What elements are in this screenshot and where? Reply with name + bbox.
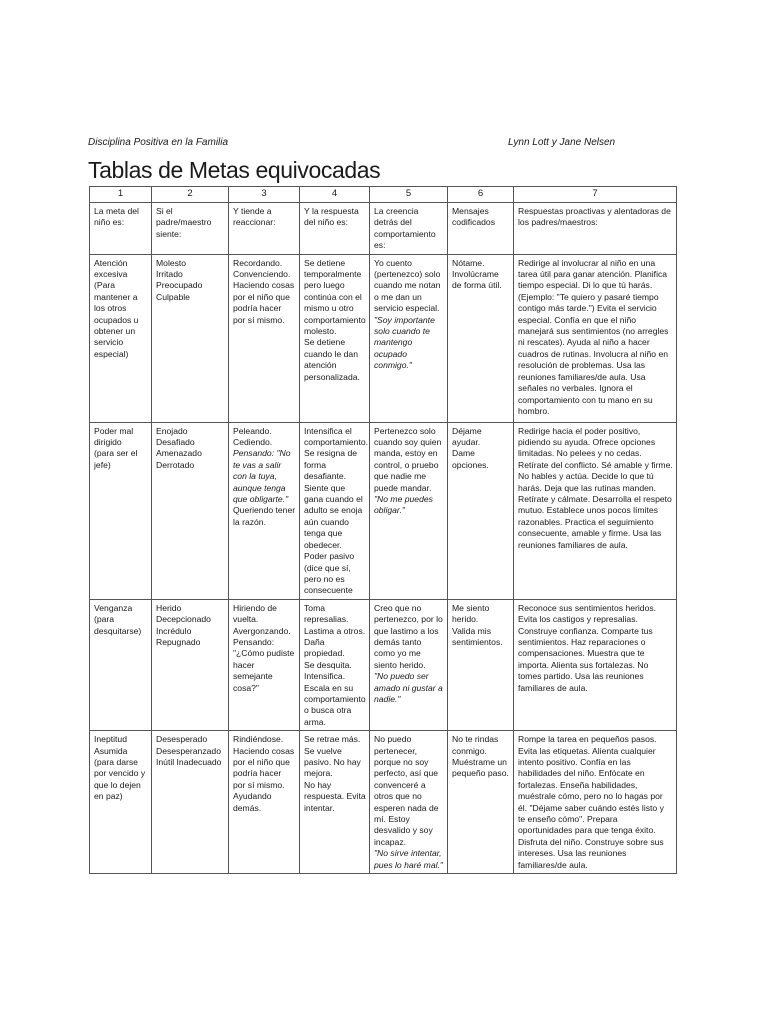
cell-line: Se vuelve pasivo. No hay mejora. [304,745,361,779]
table-cell-col-3 [229,731,300,874]
cell-line: Desesperanzado [156,745,221,756]
table-cell-col-5 [370,731,448,874]
cell-line: Culpable [156,291,190,302]
cell-line: Dame opciones. [452,448,489,470]
column-header: Y la respuesta del niño es: [300,203,370,255]
cell-line: Pensando: "¿Cómo pudiste hacer semejante cosa?" [233,636,295,693]
cell-line: No hay respuesta. Evita intentar. [304,779,366,813]
cell-line: Poder mal dirigido [94,425,134,448]
cell-line: Molesto [156,257,187,268]
cell-line: Déjame ayudar. [452,425,482,448]
cell-line: Se retrae más. [304,734,361,745]
cell-line: Se detiene temporalmente pero luego continúa con el mismo u otro comportamiento molesto. [304,257,366,337]
cell-line: Venganza [94,602,133,613]
cell-line: "Soy importante solo cuando te mantengo ocupado conmigo." [374,314,435,371]
table-cell-col-1 [90,731,152,874]
cell-line: Redirige al involucrar al niño en una tarea útil para ganar atención. Planifica tiempo especial. Di lo que tú harás. (Ejemplo: "Te quiero y pasaré tiempo contigo más tarde.") Evita el servicio especial. Confía en que el niño manejará sus sentimientos (no arregles ni rescates). Ayuda al niño a hacer cuadros de rutinas. Involucra al niño en resolución de problemas. Usa las reuniones familiares/de aula. Usa señales no verbales. Ignora el comportamiento con tu mano en su hombro. [518,257,669,416]
table-cell-col-1 [90,422,152,599]
cell-line: Rompe la tarea en pequeños pasos. Evita las etiquetas. Alienta cualquier intento positivo. Confía en las habilidades del niño. Enfócate en fortalezas. Enseña habilidades, muéstrale cómo, pero no lo hagas por él. "Déjame saber cuándo estés listo y te enseño cómo". Prepara oportunidades para que tenga éxito. Disfruta del niño. Construye sobre sus intereses. Usa las reuniones familiares/de aula. [518,734,664,870]
table-cell-col-5 [370,599,448,730]
column-header: La meta del niño es: [90,203,152,255]
table-cell-col-6 [448,254,514,422]
cell-line: (para darse por vencido y que lo dejen en paz) [94,757,146,802]
cell-line: Se detiene cuando le dan atención personalizada. [304,337,360,382]
table-cell-col-3 [229,599,300,730]
cell-line: "No me puedes obligar." [374,494,433,516]
column-number: 4 [300,187,370,203]
cell-line: Yo cuento (pertenezco) solo cuando me notan o me dan un servicio especial. [374,257,441,314]
cell-line: Reconoce sus sentimientos heridos. Evita los castigos y represalias. Construye confianza. Comparte tus sentimientos. Haz reparaciones o compensaciones. Muestra que te importa. Alienta sus fortalezas. No tomes partido. Usa las reuniones familiares de aula. [518,602,657,693]
table-cell-col-3 [229,422,300,599]
page-title: Tablas de Metas equivocadas [88,157,381,183]
cell-line: Lastima a otros. [304,625,366,636]
table-cell-col-7 [514,731,677,874]
column-number: 2 [152,187,229,203]
cell-line: Poder pasivo (dice que sí, pero no es consecuente [304,551,355,596]
column-header-row [90,203,677,255]
table-row [90,731,677,874]
cell-line: (para desquitarse) [94,614,142,636]
column-number: 1 [90,187,152,203]
cell-line: Siente que gana cuando el adulto se enoja aún cuando tenga que obedecer. [304,482,363,550]
cell-line: Irritado [156,269,183,280]
cell-line: (Para mantener a los otros ocupados u obtener un servicio especial) [94,280,139,359]
cell-line: Decepcionado [156,614,211,625]
table-cell-col-5 [370,254,448,422]
column-number: 6 [448,187,514,203]
cell-line: Se desquita. [304,659,352,670]
table-cell-col-4 [300,422,370,599]
table-cell-col-6 [448,422,514,599]
cell-line: Peleando. [233,425,272,436]
cell-line: Hiriendo de vuelta. [233,602,277,625]
cell-line: Cediendo. [233,437,273,448]
cell-line: Valida mis sentimientos. [452,625,503,647]
cell-line: Herido [156,602,182,613]
table-cell-col-2 [152,254,229,422]
column-number: 3 [229,187,300,203]
cell-line: (para ser el jefe) [94,448,138,470]
cell-line: Haciendo cosas por el niño que podría hacer por sí mismo. [233,745,295,790]
column-number-row [90,187,677,203]
table-cell-col-4 [300,254,370,422]
table-cell-col-1 [90,254,152,422]
cell-line: Queriendo tener la razón. [233,505,296,527]
table-cell-col-7 [514,599,677,730]
cell-line: Involúcrame de forma útil. [452,269,502,291]
cell-line: Creo que no pertenezco, por lo que lastimo a los demás tanto como yo me siento herido. [374,602,443,670]
cell-line: Avergonzando. [233,625,291,636]
cell-line: Muéstrame un pequeño paso. [452,757,509,779]
metas-table [89,186,677,874]
cell-line: No puedo pertenecer, porque no soy perfecto, así que convenceré a otros que no esperen nada de mí. Estoy desvalido y soy incapaz. [374,734,439,847]
column-header: Y tiende a reaccionar: [229,203,300,255]
column-header: Mensajes codificados [448,203,514,255]
header-book-title: Disciplina Positiva en la Familia [88,137,229,148]
table-cell-col-4 [300,599,370,730]
cell-line: Repugnado [156,636,201,647]
table-cell-col-2 [152,599,229,730]
cell-line: Me siento herido. [452,602,490,625]
cell-line: Rindiéndose. [233,734,284,745]
table-cell-col-7 [514,422,677,599]
cell-line: "No sirve intentar, pues lo haré mal." [374,848,443,870]
table-cell-col-2 [152,731,229,874]
cell-line: Ayudando demás. [233,791,272,813]
cell-line: Amenazado [156,448,202,459]
cell-line: Derrotado [156,459,195,470]
cell-line: Haciendo cosas por el niño que podría hacer por sí mismo. [233,280,295,325]
table-cell-col-4 [300,731,370,874]
table-cell-col-2 [152,422,229,599]
cell-line: No te rindas conmigo. [452,734,499,756]
cell-line: Ineptitud Asumida [94,734,128,756]
column-header: La creencia detrás del comportamiento es: [370,203,448,255]
cell-line: Desafiado [156,437,195,448]
table-row [90,599,677,730]
cell-line: Pensando: "No te vas a salir con la tuya, aunque tenga que obligarte." [233,448,291,505]
table-cell-col-6 [448,731,514,874]
cell-line: Redirige hacia el poder positivo, pidiendo su ayuda. Ofrece opciones limitadas. No pelees y no cedas. Retírate del conflicto. Sé amable y firme. No hables y actúa. Decide lo que tú harás. Deja que las rutinas manden. Retírate y cálmate. Desarrolla el respeto mutuo. Establece unos pocos límites razonables. Practica el seguimiento consecuente, amable y firme. Usa las reuniones familiares de aula. [518,425,673,550]
cell-line: Recordando. [233,257,283,268]
cell-line: Inútil Inadecuado [156,757,222,767]
cell-line: Atención excesiva [94,257,128,280]
cell-line: "No puedo ser amado ni gustar a nadie." [374,671,443,704]
column-header: Respuestas proactivas y alentadoras de los padres/maestros: [514,203,677,255]
table-cell-col-5 [370,422,448,599]
column-number: 7 [514,187,677,203]
cell-line: Escala en su comportamiento o busca otra arma. [304,682,366,727]
cell-line: Convenciendo. [233,269,291,280]
cell-line: Daña propiedad. [304,636,345,659]
table-row [90,422,677,599]
cell-line: Intensifica. [304,671,346,682]
cell-line: Nótame. [452,257,485,268]
cell-line: Preocupado [156,280,203,291]
column-header: Si el padre/maestro siente: [152,203,229,255]
table-cell-col-3 [229,254,300,422]
cell-line: Pertenezco solo cuando soy quien manda, estoy en control, o pruebo que nadie me puede mandar. [374,425,442,493]
cell-line: Desesperado [156,734,208,745]
table-cell-col-7 [514,254,677,422]
cell-line: Se resigna de forma desafiante. [304,448,358,482]
cell-line: Toma represalias. [304,602,349,625]
column-number: 5 [370,187,448,203]
cell-line: Enojado [156,425,188,436]
cell-line: Intensifica el comportamiento. [304,425,369,448]
cell-line: Incrédulo [156,625,192,636]
table-row [90,254,677,422]
header-authors: Lynn Lott y Jane Nelsen [508,137,616,148]
table-cell-col-6 [448,599,514,730]
table-cell-col-1 [90,599,152,730]
